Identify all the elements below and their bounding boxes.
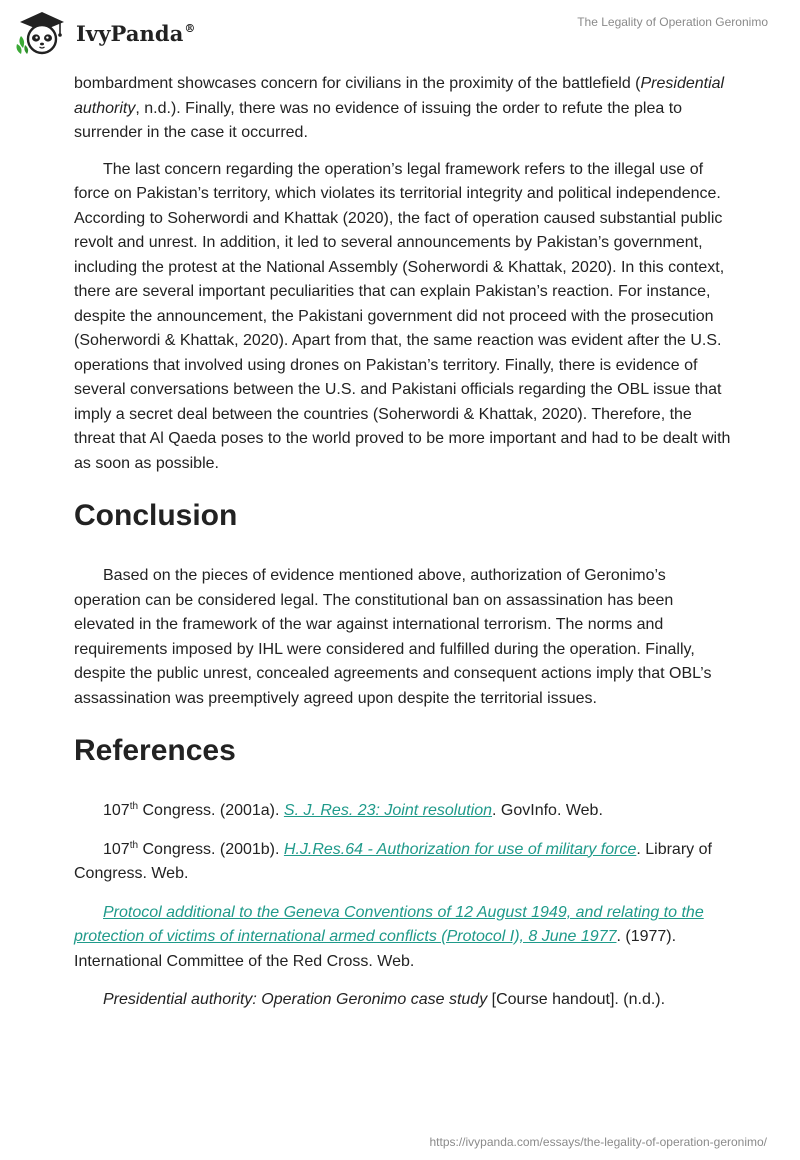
- reference-link[interactable]: S. J. Res. 23: Joint resolution: [283, 802, 493, 819]
- essay-content: [74, 72, 734, 1013]
- reference-link[interactable]: H.J.Res.64 - Authorization for use of military force: [283, 840, 637, 858]
- reference-item: Presidential authority: Operation Geronimo case study [Course handout]. (n.d.).: [103, 991, 666, 1008]
- reference-link[interactable]: Protocol additional to the Geneva Conventions of 12 August 1949, and relating to the protection of victims of international armed conflicts (Protocol I), 8 June 1977: [74, 903, 704, 945]
- conclusion-paragraph: Based on the pieces of evidence mentioned above, authorization of Geronimo’s operation can be considered legal. The constitutional ban on assassination has been elevated in the framework of the war against international terrorism. The norms and requirements imposed by IHL were considered and fulfilled during the operation. Finally, despite the public unrest, concealed agreements and consequent actions imply that OBL’s assassination was preemptively agreed upon despite the territorial issues.: [74, 567, 712, 707]
- conclusion-heading: Conclusion: [74, 499, 238, 532]
- panda-graduate-icon: [14, 8, 70, 58]
- references-heading: References: [74, 734, 236, 767]
- paragraph-continued: bombardment showcases concern for civilians in the proximity of the battlefield (Presidential authority, n.d.). Finally, there was no evidence of issuing the order to refute the plea to surrender in the case it occurred.: [74, 75, 725, 141]
- reference-item: 107th Congress. (2001b). H.J.Res.64 - Authorization for use of military force. Library of Congress. Web.: [74, 839, 712, 882]
- references-list: [74, 799, 734, 1013]
- paragraph-territorial-integrity: The last concern regarding the operation’s legal framework refers to the illegal use of force on Pakistan’s territory, which violates its territorial integrity and political independence. According to Soherwordi and Khattak (2020), the fact of operation caused substantial public revolt and unrest. In addition, it led to several announcements by Pakistan’s government, including the protest at the National Assembly (Soherwordi & Khattak, 2020). In this context, there are several important peculiarities that can explain Pakistan’s reaction. For instance, despite the announcement, the Pakistani government did not proceed with the prosecution (Soherwordi & Khattak, 2020). Apart from that, the same reaction was evident after the U.S. operations that involved using drones on Pakistan’s territory. Finally, there is evidence of several conversations between the U.S. and Pakistani officials regarding the OBL issue that imply a secret deal between the countries (Soherwordi & Khattak, 2020). Therefore, the threat that Al Qaeda poses to the world proved to be more important and had to be dealt with as soon as possible.: [74, 160, 731, 472]
- reference-item: 107th Congress. (2001a). S. J. Res. 23: Joint resolution. GovInfo. Web.: [103, 801, 603, 819]
- logo-text: IvyPanda®: [76, 20, 196, 46]
- ivypanda-logo[interactable]: [14, 8, 196, 58]
- page-header: [0, 0, 800, 66]
- running-title: The Legality of Operation Geronimo: [577, 15, 768, 29]
- footer-url[interactable]: https://ivypanda.com/essays/the-legality-of-operation-geronimo/: [429, 1135, 767, 1149]
- reference-item: Protocol additional to the Geneva Conventions of 12 August 1949, and relating to the protection of victims of international armed conflicts (Protocol I), 8 June 1977. (1977). International Committee of the Red Cross. Web.: [74, 903, 704, 970]
